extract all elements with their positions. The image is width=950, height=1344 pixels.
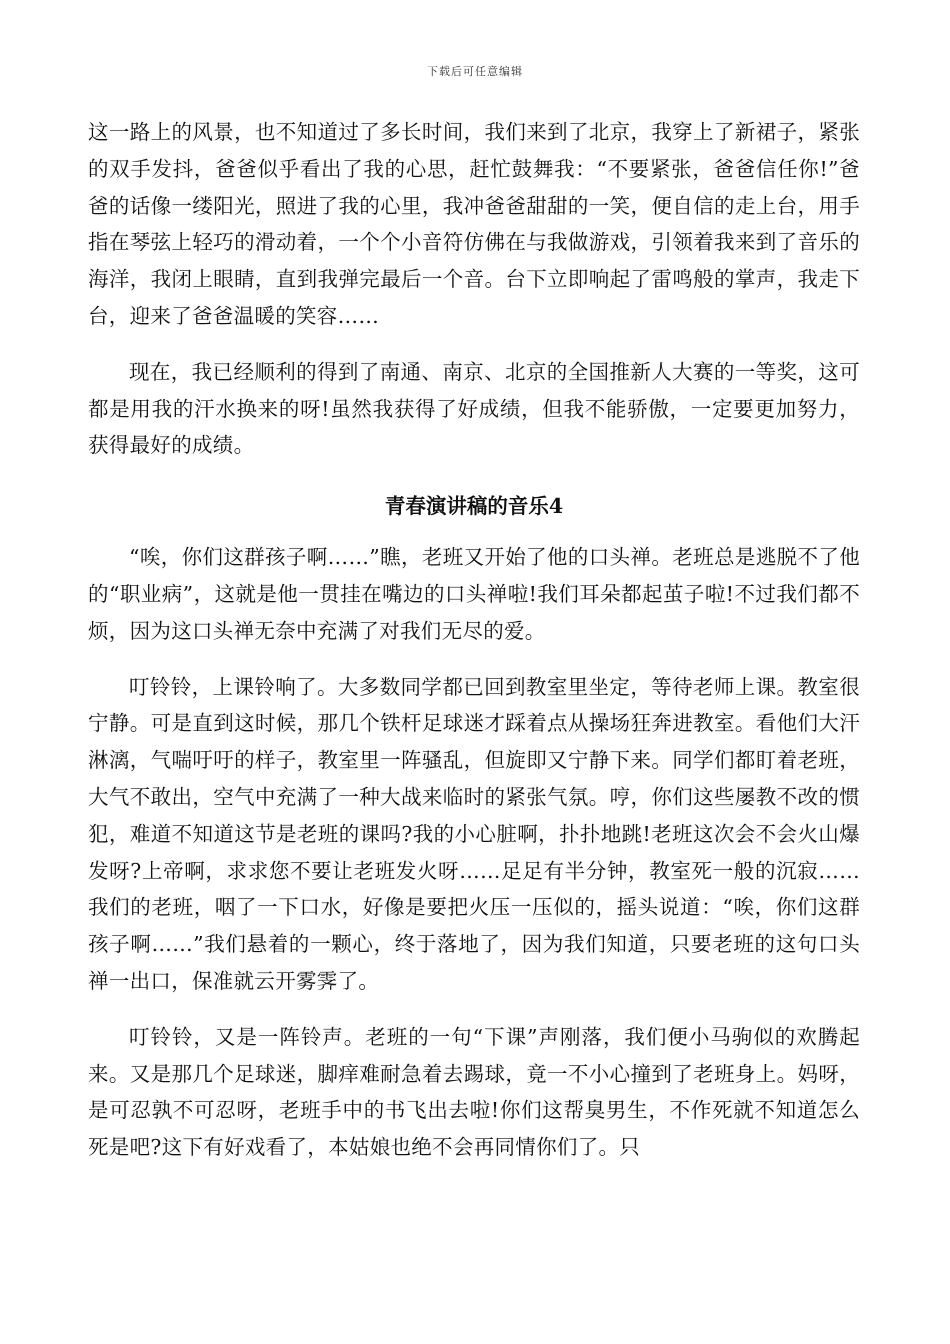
document-body xyxy=(88,114,860,1166)
paragraph: 叮铃铃，上课铃响了。大多数同学都已回到教室里坐定，等待老师上课。教室很宁静。可是直到这时候，那几个铁杆足球迷才踩着点从操场狂奔进教室。看他们大汗淋漓，气喘吁吁的样子，教室里一阵骚乱，但旋即又宁静下来。同学们都盯着老班，大气不敢出，空气中充满了一种大战来临时的紧张气氛。哼，你们这些屡教不改的惯犯，难道不知道这节是老班的课吗?我的小心脏啊，扑扑地跳!老班这次会不会火山爆发呀?上帝啊，求求您不要让老班发火呀……足足有半分钟，教室死一般的沉寂……我们的老班，咽了一下口水，好像是要把火压一压似的，摇头说道：“唉，你们这群孩子啊……”我们悬着的一颗心，终于落地了，因为我们知道，只要老班的这句口头禅一出口，保准就云开雾霁了。 xyxy=(88,674,860,993)
section-title: 青春演讲稿的音乐4 xyxy=(384,494,564,519)
paragraph: 叮铃铃，又是一阵铃声。老班的一句“下课”声刚落，我们便小马驹似的欢腾起来。又是那几个足球迷，脚痒难耐急着去踢球，竟一不小心撞到了老班身上。妈呀，是可忍孰不可忍呀，老班手中的书飞出去啦!你们这帮臭男生，不作死就不知道怎么死是吧?这下有好戏看了，本姑娘也绝不会再同情你们了。只 xyxy=(88,1024,860,1160)
paragraph: 现在，我已经顺利的得到了南通、南京、北京的全国推新人大赛的一等奖，这可都是用我的汗水换来的呀!虽然我获得了好成绩，但我不能骄傲，一定要更加努力，获得最好的成绩。 xyxy=(88,359,860,458)
paragraph-continued: 这一路上的风景，也不知道过了多长时间，我们来到了北京，我穿上了新裙子，紧张的双手发抖，爸爸似乎看出了我的心思，赶忙鼓舞我：“不要紧张，爸爸信任你!”爸爸的话像一缕阳光，照进了我的心里，我冲爸爸甜甜的一笑，便自信的走上台，用手指在琴弦上轻巧的滑动着，一个个小音符仿佛在与我做游戏，引领着我来到了音乐的海洋，我闭上眼睛，直到我弹完最后一个音。台下立即响起了雷鸣般的掌声，我走下台，迎来了爸爸温暖的笑容…… xyxy=(88,120,860,328)
page-header-note: 下载后可任意编辑 xyxy=(427,65,523,78)
paragraph: “唉，你们这群孩子啊……”瞧，老班又开始了他的口头禅。老班总是逃脱不了他的“职业病”，这就是他一贯挂在嘴边的口头禅啦!我们耳朵都起茧子啦!不过我们都不烦，因为这口头禅无奈中充满了对我们无尽的爱。 xyxy=(88,545,860,643)
